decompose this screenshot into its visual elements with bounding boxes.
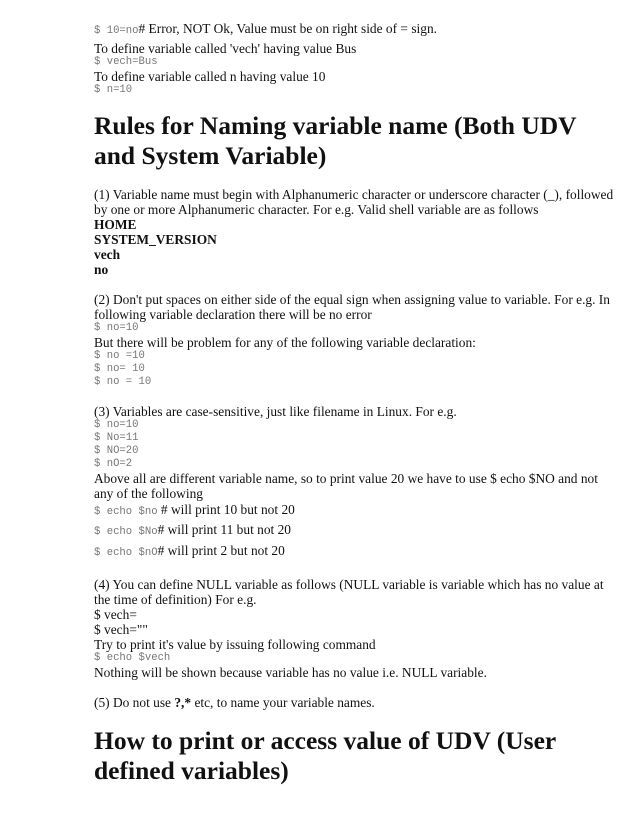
rule-5-symbols: ?,*	[174, 695, 192, 710]
comment-text: # will print 11 but not 20	[157, 522, 291, 537]
paragraph: Above all are different variable name, so to print value 20 we have to use $ echo $NO and not any of the following	[94, 470, 598, 501]
error-example-line	[94, 20, 614, 41]
rule-3-text: (3) Variables are case-sensitive, just like filename in Linux. For e.g.	[94, 403, 457, 419]
echo-example-line	[94, 501, 614, 522]
comment-text: # will print 10 but not 20	[157, 501, 295, 517]
code-line: $ no= 10	[94, 362, 145, 375]
code-line: $ nO=2	[94, 457, 133, 470]
example-name: no	[94, 261, 109, 277]
code-line: $ vech=Bus	[94, 55, 158, 68]
section-heading-print-udv: How to print or access value of UDV (User defined variables)	[94, 726, 556, 785]
code-line: $ no = 10	[94, 375, 152, 388]
code-line: $ no=10	[94, 321, 139, 334]
paragraph: But there will be problem for any of the following variable declaration:	[94, 334, 476, 350]
rule-5-suffix: etc, to name your variable names.	[191, 695, 375, 710]
paragraph: To define variable called 'vech' having value Bus	[94, 40, 357, 56]
paragraph: To define variable called n having value 10	[94, 68, 326, 84]
rule-1-text: (1) Variable name must begin with Alphanumeric character or underscore character (_), followed by one or more Alphanumeric character. For e.g. Valid shell variable are as follows	[94, 186, 614, 217]
rule-4-text: (4) You can define NULL variable as follows (NULL variable is variable which has no value at the time of definition) For e.g.	[94, 577, 604, 607]
code-line: $ No=11	[94, 431, 139, 444]
rule-5-text	[94, 695, 614, 710]
code-snippet: $ echo $nO	[94, 546, 158, 559]
example-name: SYSTEM_VERSION	[94, 231, 217, 247]
rule-5-prefix: (5) Do not use	[94, 695, 175, 710]
paragraph: Nothing will be shown because variable has no value i.e. NULL variable.	[94, 665, 487, 680]
code-snippet: $ echo $No	[94, 526, 158, 538]
document-page	[94, 20, 614, 786]
code-line: $ NO=20	[94, 444, 139, 457]
paragraph: $ vech=	[94, 607, 137, 622]
comment-text: # will print 2 but not 20	[157, 542, 285, 558]
example-name: HOME	[94, 216, 137, 232]
code-line: $ echo $vech	[94, 652, 171, 664]
code-snippet: $ 10=no	[94, 25, 139, 37]
code-line: $ no =10	[94, 349, 145, 362]
code-line: $ no=10	[94, 418, 139, 431]
paragraph: Try to print it's value by issuing following command	[94, 637, 376, 652]
echo-example-line	[94, 542, 614, 563]
rule-2-text: (2) Don't put spaces on either side of the equal sign when assigning value to variable. For e.g. In following variable declaration there will be no error	[94, 291, 610, 322]
code-line: $ n=10	[94, 83, 133, 96]
comment-text: # Error, NOT Ok, Value must be on right side of = sign.	[138, 21, 437, 36]
code-snippet: $ echo $no	[94, 505, 158, 518]
paragraph: $ vech=""	[94, 622, 148, 637]
section-heading-naming-rules: Rules for Naming variable name (Both UDV and System Variable)	[94, 110, 577, 170]
example-name: vech	[94, 246, 121, 262]
echo-example-line	[94, 521, 614, 542]
